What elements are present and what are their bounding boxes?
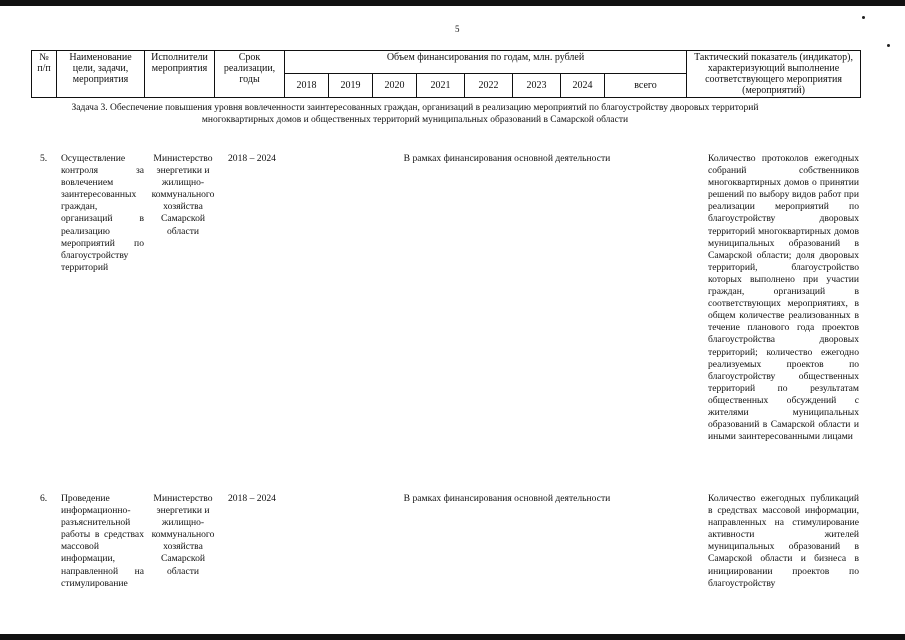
header-table xyxy=(31,50,861,98)
header-year: 2024 xyxy=(561,73,605,97)
row-executor: Министерство энергетики и жилищно-коммунального хозяйства Самарской области xyxy=(151,153,215,237)
header-year: 2023 xyxy=(513,73,561,97)
row-number: 5. xyxy=(40,153,48,164)
header-num: № п/п xyxy=(32,51,57,98)
bottom-border xyxy=(0,634,905,640)
header-funding: Объем финансирования по годам, млн. рублей xyxy=(285,51,687,74)
row-name: Осуществление контроля за вовлечением заинтересованных граждан, организаций в реализацию мероприятий по благоустройству территорий xyxy=(61,153,144,273)
header-executors: Исполнители мероприятия xyxy=(145,51,215,98)
header-term: Срок реализации, годы xyxy=(215,51,285,98)
header-indicator: Тактический показатель (индикатор), характеризующий выполнение соответствующего мероприятия (мероприятий) xyxy=(687,51,861,98)
scan-speck xyxy=(887,44,890,47)
header-name: Наименование цели, задачи, мероприятия xyxy=(57,51,145,98)
header-year: 2021 xyxy=(417,73,465,97)
scan-speck xyxy=(862,16,865,19)
header-year: 2022 xyxy=(465,73,513,97)
row-indicator: Количество протоколов ежегодных собраний собственников многоквартирных домов о принятии решений по выбору видов работ при реализации мероприятий по благоустройству дворовых территорий многоквартирных домов муниципальных образований в Самарской области; доля дворовых территорий, благоустройство которых выполнено при участии граждан, организаций в соответствующих мероприятиях, в общем количестве реализованных в течение планового года проектов благоустройства дворовых территорий; количество ежегодно реализуемых проектов по благоустройству общественных территорий по результатам общественных обсуждений с жителями муниципальных образований в Самарской области и иными заинтересованными лицами xyxy=(708,153,859,443)
row-name: Проведение информационно-разъяснительной работы в средствах массовой информации, направленной на стимулирование xyxy=(61,493,144,589)
row-term: 2018 – 2024 xyxy=(228,493,276,504)
header-year: 2020 xyxy=(373,73,417,97)
header-year: 2019 xyxy=(329,73,373,97)
task-heading: Задача 3. Обеспечение повышения уровня вовлеченности заинтересованных граждан, организаций в реализацию мероприятий по благоустройству дворовых территорий многоквартирных домов и общественных территорий муниципальных образований в Самарской области xyxy=(71,103,759,125)
row-number: 6. xyxy=(40,493,48,504)
header-year: 2018 xyxy=(285,73,329,97)
top-border xyxy=(0,0,905,6)
page-number: 5 xyxy=(455,24,460,34)
row-funding: В рамках финансирования основной деятельности xyxy=(403,493,611,504)
row-term: 2018 – 2024 xyxy=(228,153,276,164)
row-executor: Министерство энергетики и жилищно-коммунального хозяйства Самарской области xyxy=(151,493,215,577)
row-indicator: Количество ежегодных публикаций в средствах массовой информации, направленных на стимулирование активности жителей муниципальных образований в Самарской области и бизнеса в инициировании проектов по благоустройству xyxy=(708,493,859,589)
header-total: всего xyxy=(605,73,687,97)
row-funding: В рамках финансирования основной деятельности xyxy=(403,153,611,164)
